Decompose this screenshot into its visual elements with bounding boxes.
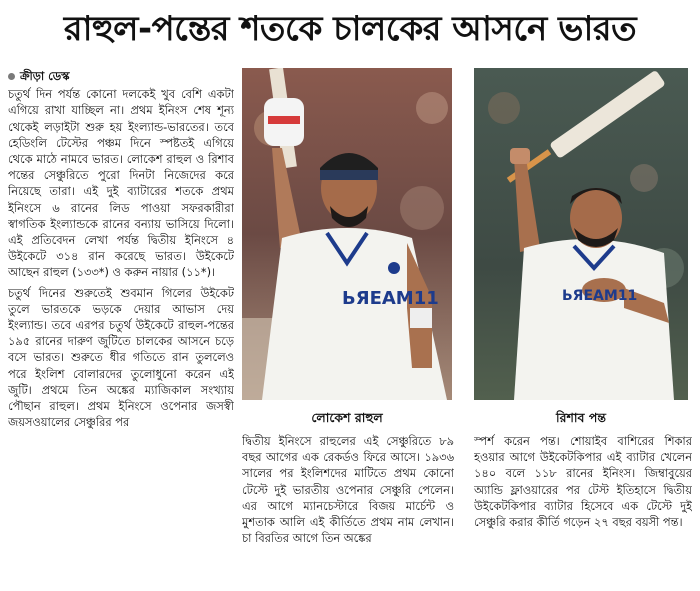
caption-rahul: লোকেশ রাহুল bbox=[311, 410, 383, 425]
paragraph-2: চতুর্থ দিনের শুরুতেই শুবমান গিলের উইকেট তুলে ভারতকে ভড়কে দেয়ার আভাস দেয় ইংল্যান্ড। তবে এরপর চতুর্থ উইকেটে রাহুল-পন্তের ১৯৫ রানের দারুণ জুটিতে চালকের আসনে চড়ে বসে ভারত। শুরুতে ধীর গতিতে রান তুললেও পরে ইংলিশ বোলারদের তুলোধুনো করেন এই জুটি। প্রথমে তিন অঙ্কের ম্যাজিকাল সংখ্যায় পৌছান রাহুল। প্রথম ইনিংসে ওপেনার জসস্বী জয়সওয়ালের সেঞ্চুরির পর bbox=[8, 285, 234, 430]
byline bbox=[8, 68, 234, 84]
jersey-sponsor-rahul: ЬЯЕАМ11 bbox=[342, 288, 439, 309]
bullet-icon bbox=[8, 73, 15, 80]
rahul-photo bbox=[242, 68, 452, 400]
pant-photo bbox=[474, 68, 688, 400]
byline-text: ক্রীড়া ডেস্ক bbox=[20, 69, 70, 83]
article-mid-column bbox=[242, 433, 454, 588]
jersey-sponsor-pant: ЬЯЕАМ11 bbox=[562, 288, 638, 304]
article-right-column bbox=[474, 433, 692, 588]
paragraph-1: চতুর্থ দিন পর্যন্ত কোনো দলকেই খুব বেশি একটা এগিয়ে রাখা যাচ্ছিল না। প্রথম ইনিংস শেষ শূন্য থেকেই লড়াইটা শুরু হয় ইংল্যান্ড-ভারতের। তবে হেডিংলি টেস্টের পঞ্চম দিনে স্পষ্টতই এগিয়ে থেকে মাঠে নামবে ভারত। লোকেশ রাহুল ও রিশাব পন্তের সেঞ্চুরিতে পুরো দিনটা নিজেদের করে নিয়েছে তারা। এই দুই ব্যাটারের শতকে প্রথম ইনিংসে ৬ রানের লিড পাওয়া সফরকারীরা স্বাগতিক ইংল্যান্ডকে রানের বন্যায় ভাসিয়ে দিলো। এই প্রতিবেদন লেখা পর্যন্ত দ্বিতীয় ইনিংসে ৪ উইকেটে ৩১৪ রান করেছে ভারত। উইকেটে আছেন রাহুল (১৩৩*) ও করুন নায়ার (১১*)। bbox=[8, 87, 234, 280]
paragraph-right: স্পর্শ করেন পন্ত। শোয়াইব বাশিরের শিকার হওয়ার আগে উইকেটকিপার এই ব্যাটার খেলেন ১৪০ বলে ১১৮ রানের ইনিংস। জিম্বাবুয়ের অ্যান্ডি ফ্লাওয়ারের পর টেস্ট ইতিহাসে দ্বিতীয় উইকেটকিপার ব্যাটার হিসেবে এক টেস্টে দুই সেঞ্চুরি করার কীর্তি গড়েন ২৭ বছর বয়সী পন্ত। bbox=[474, 434, 692, 530]
headline: রাহুল-পন্তের শতকে চালকের আসনে ভারত bbox=[63, 8, 637, 49]
paragraph-mid: দ্বিতীয় ইনিংসে রাহুলের এই সেঞ্চুরিতে ৮৯ বছর আগের এক রেকর্ডও ফিরে আসে। ১৯৩৬ সালের পর ইংলিশদের মাটিতে প্রথম কোনো টেস্টে দুই ভারতীয় ওপেনার সেঞ্চুরি পেলেন। এর আগে ম্যানচেস্টারে বিজয় মার্চেন্ট ও মুশতাক আলি এই কীর্তিতে প্রথম নাম লেখান। চা বিরতির আগে তিন অঙ্কের bbox=[242, 434, 454, 546]
article-left-column bbox=[8, 68, 234, 588]
caption-pant: রিশাব পন্ত bbox=[556, 410, 606, 425]
